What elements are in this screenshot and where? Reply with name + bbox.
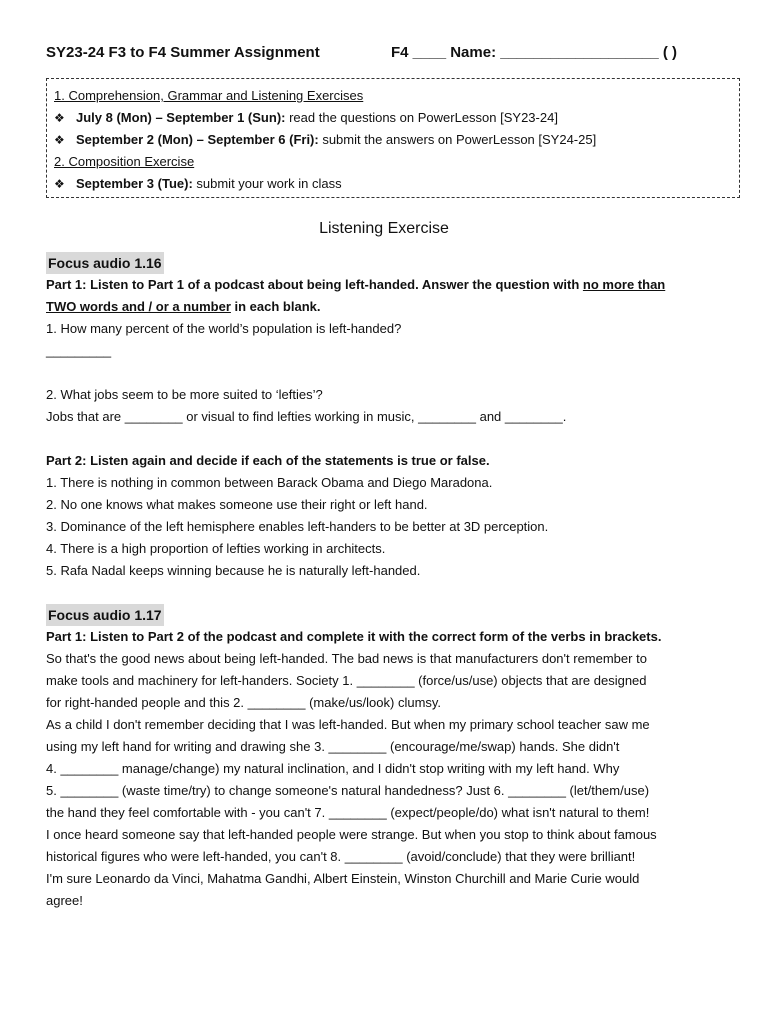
schedule-item <box>54 129 732 151</box>
question-2: 2. What jobs seem to be more suited to ‘lefties’? <box>46 387 323 402</box>
schedule-box <box>46 78 740 198</box>
passage-line: 4. ________ manage/change) my natural inclination, and I didn't stop writing with my left hand. Why <box>46 761 620 776</box>
passage-line: agree! <box>46 893 83 908</box>
listening-exercise-title: Listening Exercise <box>319 220 449 237</box>
passage-line: using my left hand for writing and drawing she 3. ________ (encourage/me/swap) hands. She didn't <box>46 739 620 754</box>
statement-item: 4. There is a high proportion of lefties working in architects. <box>46 541 386 556</box>
instruction-text: Part 1: Listen to Part 1 of a podcast about being left-handed. Answer the question with <box>46 277 583 292</box>
statement-item: 1. There is nothing in common between Barack Obama and Diego Maradona. <box>46 475 493 490</box>
schedule-date: September 2 (Mon) – September 6 (Fri): <box>76 132 319 147</box>
schedule-text: submit your work in class <box>192 176 342 191</box>
instruction-underline: no more than <box>582 277 666 292</box>
section-2-title: 2. Composition Exercise <box>54 154 195 169</box>
passage-line: I'm sure Leonardo da Vinci, Mahatma Gandhi, Albert Einstein, Winston Churchill and Marie Curie would <box>46 871 640 886</box>
schedule-item <box>54 173 732 195</box>
statement-item: 3. Dominance of the left hemisphere enables left-handers to be better at 3D perception. <box>46 519 549 534</box>
focus-audio-label: Focus audio 1.17 <box>46 604 164 626</box>
section-1-title: 1. Comprehension, Grammar and Listening Exercises <box>54 88 364 103</box>
question-2-blanks: Jobs that are ________ or visual to find lefties working in music, ________ and ________. <box>46 409 567 424</box>
passage-line: historical figures who were left-handed, you can't 8. ________ (avoid/conclude) that they were brilliant! <box>46 849 636 864</box>
statement-item: 2. No one knows what makes someone use their right or left hand. <box>46 497 428 512</box>
schedule-date: September 3 (Tue): <box>76 176 193 191</box>
answer-blank: _________ <box>46 343 112 358</box>
instruction-line: Part 1: Listen to Part 2 of the podcast and complete it with the correct form of the verbs in brackets. <box>46 629 662 644</box>
schedule-date: July 8 (Mon) – September 1 (Sun): <box>76 110 286 125</box>
diamond-bullet-icon: ❖ <box>54 177 65 191</box>
instruction-line <box>46 274 736 296</box>
exercise-content <box>46 252 736 912</box>
student-info-fields: F4 ____ Name: ___________________ ( ) <box>391 44 678 61</box>
part-2-instruction: Part 2: Listen again and decide if each of the statements is true or false. <box>46 453 490 468</box>
passage-line: make tools and machinery for left-handers. Society 1. ________ (force/us/use) objects that are designed <box>46 673 647 688</box>
schedule-text: read the questions on PowerLesson [SY23-24] <box>285 110 558 125</box>
passage-line: As a child I don't remember deciding that I was left-handed. But when my primary school teacher saw me <box>46 717 650 732</box>
focus-audio-label: Focus audio 1.16 <box>46 252 164 274</box>
schedule-item <box>54 107 732 129</box>
statement-item: 5. Rafa Nadal keeps winning because he is naturally left-handed. <box>46 563 421 578</box>
passage-line: for right-handed people and this 2. ________ (make/us/look) clumsy. <box>46 695 442 710</box>
diamond-bullet-icon: ❖ <box>54 111 65 125</box>
passage-line: I once heard someone say that left-handed people were strange. But when you stop to think about famous <box>46 827 657 842</box>
schedule-text: submit the answers on PowerLesson [SY24-25] <box>318 132 597 147</box>
instruction-text: in each blank. <box>230 299 321 314</box>
instruction-line <box>46 296 736 318</box>
instruction-underline: TWO words and / or a number <box>46 299 231 314</box>
passage-line: So that's the good news about being left-handed. The bad news is that manufacturers don't remember to <box>46 651 647 666</box>
question-1: 1. How many percent of the world’s population is left-handed? <box>46 321 402 336</box>
assignment-title: SY23-24 F3 to F4 Summer Assignment <box>46 44 320 61</box>
passage-line: 5. ________ (waste time/try) to change someone's natural handedness? Just 6. ________ (let/them/use) <box>46 783 650 798</box>
passage-line: the hand they feel comfortable with - you can't 7. ________ (expect/people/do) what isn't natural to them! <box>46 805 650 820</box>
diamond-bullet-icon: ❖ <box>54 133 65 147</box>
